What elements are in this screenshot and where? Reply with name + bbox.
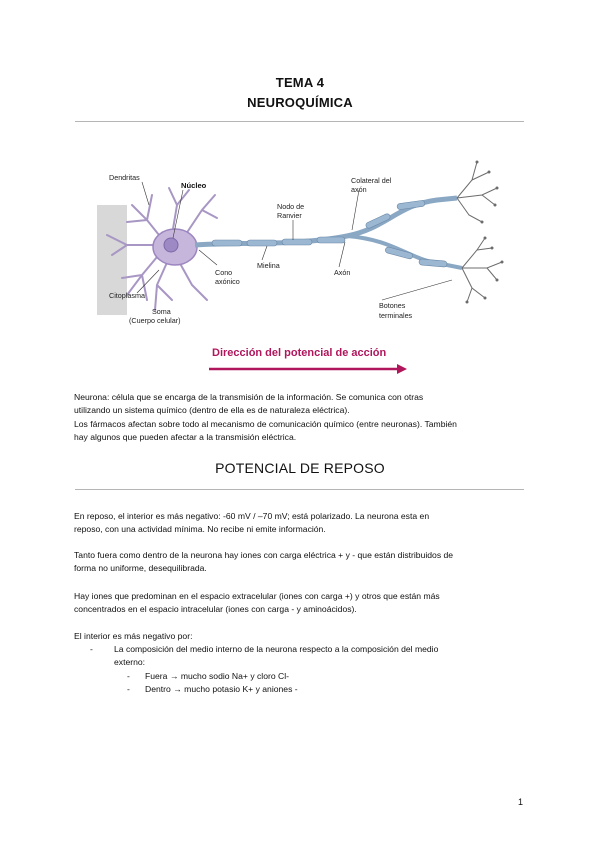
neuron-diagram	[97, 150, 524, 382]
body-paragraph-2: Tanto fuera como dentro de la neurona hay iones con carga eléctrica + y - que están distribuidos de forma no uniforme, desequilibrada.	[74, 550, 454, 573]
label-colateral-2: axón	[351, 185, 367, 194]
label-cono-2: axónico	[215, 277, 240, 286]
body-paragraph-1: En reposo, el interior es más negativo: -60 mV / –70 mV; está polarizado. La neurona esta en reposo, con una actividad mínima. No recibe ni emite información.	[74, 511, 430, 534]
section-heading: POTENCIAL DE REPOSO	[215, 460, 385, 476]
list-bullet: -	[127, 671, 130, 681]
title-divider	[75, 121, 524, 122]
intro-paragraph-2: Los fármacos afectan sobre todo al mecanismo de comunicación químico (entre neuronas). También hay algunos que pueden afectar a la transmisión eléctrica.	[74, 419, 457, 442]
nucleus-shape	[164, 238, 178, 252]
axon-terminals-shape	[457, 162, 502, 302]
label-colateral-1: Colateral del	[351, 176, 392, 185]
terminal-buttons	[466, 161, 504, 304]
list-item-1: - La composición del medio interno de la neurona respecto a la composición del medio externo:	[90, 644, 439, 667]
label-soma-2: (Cuerpo celular)	[129, 316, 181, 325]
list-bullet: -	[90, 644, 93, 654]
list-bullet: -	[127, 684, 130, 694]
body-paragraph-3: Hay iones que predominan en el espacio extracelular (iones con carga +) y otros que están más concentrados en el espacio intracelular (iones con carga - y aminoácidos).	[74, 591, 440, 614]
label-citoplasma: Citoplasma	[109, 291, 145, 300]
label-nucleo: Núcleo	[181, 181, 207, 190]
myelin-segments	[212, 200, 447, 267]
label-mielina: Mielina	[257, 261, 280, 270]
label-cono-1: Cono	[215, 268, 233, 277]
label-nodo-2: Ranvier	[277, 211, 302, 220]
intro-paragraph-1: Neurona: célula que se encarga de la transmisión de la información. Se comunica con otras utilizando un sistema químico (dentro de ella es de naturaleza eléctrica).	[74, 392, 424, 415]
action-potential-direction-label: Dirección del potencial de acción	[212, 347, 387, 359]
label-botones-2: terminales	[379, 311, 413, 320]
document-title: TEMA 4	[275, 75, 325, 90]
label-axon: Axón	[334, 268, 351, 277]
body-paragraph-4: El interior es más negativo por:	[74, 631, 193, 641]
document-subtitle: NEUROQUÍMICA	[247, 95, 353, 110]
section-divider	[75, 489, 524, 490]
label-soma-1: Soma	[152, 307, 171, 316]
page-number: 1	[518, 797, 524, 807]
label-dendritas: Dendritas	[109, 173, 140, 182]
label-nodo-1: Nodo de	[277, 202, 305, 211]
label-botones-1: Botones	[379, 301, 406, 310]
direction-arrow-head-icon	[397, 364, 407, 374]
